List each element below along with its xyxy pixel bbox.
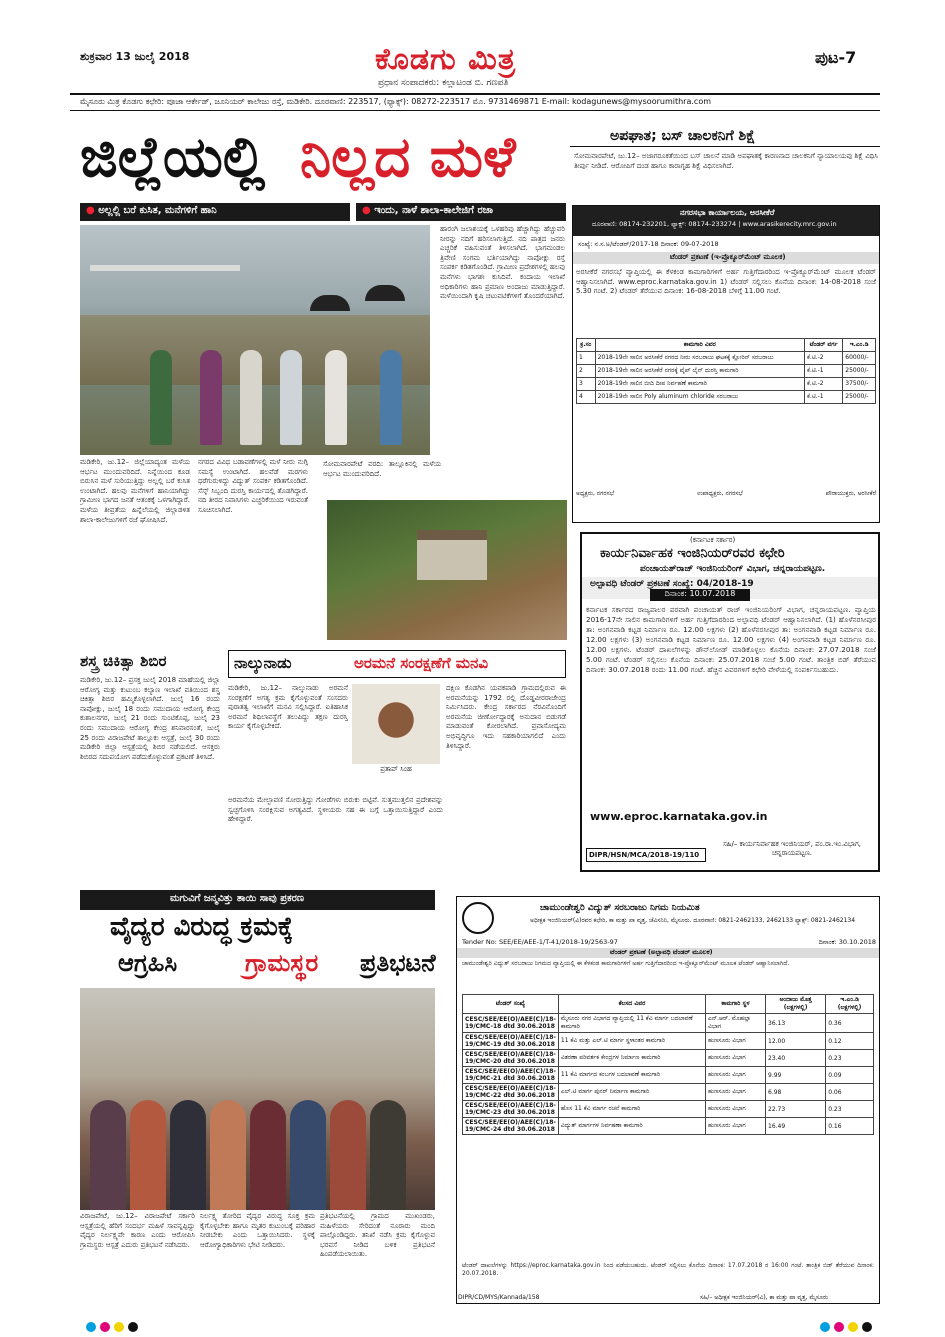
table-cell: ಹುಣಸೂರು ವಿಭಾಗ [705,1033,765,1050]
signature: ಪೌರಾಯುಕ್ತರು, ಅರಸೀಕೆರೆ [825,490,876,497]
table-header: ಕೆಲಸದ ವಿವರ [558,995,705,1014]
municipal-tender-body: ಅರಸೀಕೆರೆ ನಗರಸಭೆ ವ್ಯಾಪ್ತಿಯಲ್ಲಿ ಈ ಕೆಳಕಂಡ ಕಾಮಗಾರಿಗಳಿಗೆ ಅರ್ಹ ಗುತ್ತಿಗೆದಾರರಿಂದ ಇ-ಪ್ರೊಕ್ಯೂರ್‌ಮೆಂಟ್ ಮೂಲಕ ಟೆಂಡರ್ ಆಹ್ವಾನಿಸಲಾಗಿದೆ. www.eproc.karnataka.gov.in 1) ಟೆಂಡರ್ ಸಲ್ಲಿಸಲು ಕೊನೆಯ ದಿನಾಂಕ: 14-08-2018 ಸಂಜೆ 5.30 ಗಂಟೆ. 2) ಟೆಂಡರ್ ತೆರೆಯುವ ದಿನಾಂಕ: 16-08-2018 ಬೆಳಿಗ್ಗೆ 11.00 ಗಂಟೆ. [576,268,876,296]
crowd-figure [210,1100,246,1210]
person-figure [380,350,402,445]
cesc-intro: ಚಾಮುಂಡೇಶ್ವರಿ ವಿದ್ಯುತ್ ಸರಬರಾಜು ನಿಗಮದ ವ್ಯಾಪ್ತಿಯಲ್ಲಿ ಈ ಕೆಳಕಂಡ ಕಾಮಗಾರಿಗಳಿಗೆ ಅರ್ಹ ಗುತ್ತಿಗೆದಾರರಿಂದ ಇ-ಪ್ರೊಕ್ಯೂರ್‌ಮೆಂಟ್ ಮೂಲಕ ಟೆಂಡರ್ ಆಹ್ವಾನಿಸಲಾಗಿದೆ. [462,960,790,967]
table-row [463,1067,874,1084]
table-cell: 11 ಕೆವಿ ಮಾರ್ಗದ ಕಂಬಗಳ ಬದಲಾವಣೆ ಕಾಮಗಾರಿ [558,1067,705,1084]
lead-subhead-2 [356,203,566,221]
table-cell: 2018-19ನೇ ಸಾಲಿನ ಅರಸೀಕೆರೆ ನಗರದ ನೀರು ಸರಬರಾಜು ಘಟಕಕ್ಕೆ ಕ್ಲೋರಿನ್ ಸರಬರಾಜು [595,352,804,365]
registration-mark [100,1322,110,1332]
table-cell: 37500/- [843,378,876,391]
lead-subhead-1-text: ಅಲ್ಲಲ್ಲಿ ಬರೆ ಕುಸಿತ, ಮನೆಗಳಿಗೆ ಹಾನಿ [98,205,217,216]
cesc-logo [462,902,494,934]
bullet-icon: ● [362,205,371,216]
table-cell: 23.40 [766,1050,826,1067]
cesc-signature: ಸಹಿ/– ಅಧೀಕ್ಷಕ ಇಂಜಿನಿಯರ್(ವಿ), ಕಾ ಮತ್ತು ಪಾ ವೃತ್ತ, ಮೈಸೂರು [700,1294,829,1301]
table-cell: 11 ಕೆವಿ ಮತ್ತು ಎಲ್.ಟಿ ಮಾರ್ಗ ಸ್ಥಳಾಂತರ ಕಾಮಗಾರಿ [558,1033,705,1050]
municipal-office-name: ನಗರಸಭಾ ಕಾರ್ಯಾಲಯ, ಅರಸೀಕೆರೆ [680,208,775,217]
table-cell: ಮೈಸೂರು ನಗರ ವಿಭಾಗದ ವ್ಯಾಪ್ತಿಯಲ್ಲಿ 11 ಕೆವಿ ಮಾರ್ಗ ಬದಲಾವಣೆ ಕಾಮಗಾರಿ [558,1014,705,1033]
table-row [577,391,876,404]
house-collapse-photo [327,500,567,640]
table-cell: CESC/SEE/EE(O)/AEE(C)/18-19/CMC-19 dtd 30.06.2018 [463,1033,559,1050]
municipal-tender-table [576,338,876,404]
table-cell: ಹುಣಸೂರು ವಿಭಾಗ [705,1118,765,1135]
table-header: ಕಾಮಗಾರಿ ವಿವರ [595,339,804,352]
table-cell: ಕೆ.ಟಿ.-2 [804,378,842,391]
table-row [577,352,876,365]
table-cell: ಎನ್.ಆರ್. ಮೊಹಲ್ಲಾ ವಿಭಾಗ [705,1014,765,1033]
table-row [463,1118,874,1135]
flood-photo [80,225,430,455]
cesc-footnote: ಟೆಂಡರ್ ದಾಖಲೆಗಳನ್ನು https://eproc.karnataka.gov.in ನಿಂದ ಪಡೆಯಬಹುದು. ಟೆಂಡರ್ ಸಲ್ಲಿಸಲು ಕೊನೆಯ ದಿನಾಂಕ: 17.07.2018 ರ 16:00 ಗಂಟೆ. ತಾಂತ್ರಿಕ ಬಿಡ್ ತೆರೆಯುವ ದಿನಾಂಕ: 20.07.2018. [462,1262,874,1277]
table-cell: ಹುಣಸೂರು ವಿಭಾಗ [705,1101,765,1118]
protest-kicker: ಮಗುವಿಗೆ ಜನ್ಮವಿತ್ತು ತಾಯಿ ಸಾವು ಪ್ರಕರಣ [170,893,304,904]
table-cell: 16.49 [766,1118,826,1135]
pwd-signature: ಸಹಿ/– ಕಾರ್ಯನಿರ್ವಾಹಕ ಇಂಜಿನಿಯರ್, ಪಂ.ರಾ.ಇಂ.ವಿಭಾಗ, ಚನ್ನರಾಯಪಟ್ಟಣ. [722,840,862,857]
table-row [463,1084,874,1101]
palace-text-col-1: ಮಡಿಕೇರಿ, ಜು.12– ನಾಲ್ಕುನಾಡು ಅರಮನೆ ಸಂರಕ್ಷಣೆಗೆ ಅಗತ್ಯ ಕ್ರಮ ಕೈಗೊಳ್ಳುವಂತೆ ಸಂಸದರು ಪುರಾತತ್ವ ಇಲಾಖೆಗೆ ಮನವಿ ಸಲ್ಲಿಸಿದ್ದಾರೆ. ಐತಿಹಾಸಿಕ ಅರಮನೆ ಶಿಥಿಲಾವಸ್ಥೆಗೆ ತಲುಪಿದ್ದು ತಕ್ಷಣ ದುರಸ್ತಿ ಕಾರ್ಯ ಕೈಗೊಳ್ಳಬೇಕಿದೆ. [228,684,348,731]
lead-text-col-1: ಮಡಿಕೇರಿ, ಜು.12– ಜಿಲ್ಲೆಯಾದ್ಯಂತ ಮಳೆಯ ಆರ್ಭಟ ಮುಂದುವರಿದಿದೆ. ನಿನ್ನೆಯಿಂದ ಕೂಡ ಬಿರುಸಿನ ಮಳೆ ಸುರಿಯುತ್ತಿದ್ದು ಅಲ್ಲಲ್ಲಿ ಬರೆ ಕುಸಿತ ಉಂಟಾಗಿದೆ. ಹಲವು ಮನೆಗಳಿಗೆ ಹಾನಿಯಾಗಿದ್ದು ಗ್ರಾಮೀಣ ಭಾಗದ ಜನತೆ ಆತಂಕಕ್ಕೆ ಒಳಗಾಗಿದ್ದಾರೆ. ಮಳೆಯ ತೀವ್ರತೆಯ ಹಿನ್ನೆಲೆಯಲ್ಲಿ ಜಿಲ್ಲಾಡಳಿತ ಶಾಲಾ-ಕಾಲೇಜುಗಳಿಗೆ ರಜೆ ಘೋಷಿಸಿದೆ. [80,458,190,524]
protest-headline-2c: ಪ್ರತಿಭಟನೆ [360,948,436,977]
table-header: ಇ.ಎಂ.ಡಿ [843,339,876,352]
table-header: ಕಾಮಗಾರಿ ಸ್ಥಳ [705,995,765,1014]
table-cell: 0.36 [826,1014,874,1033]
table-header: ಟೆಂಡರ್ ಸಂಖ್ಯೆ [463,995,559,1014]
lead-headline-red: ನಿಲ್ಲದ ಮಳೆ [300,124,516,190]
lead-headline: ಜಿಲ್ಲೆಯಲ್ಲಿ [80,124,266,190]
editor-line: ಪ್ರಧಾನ ಸಂಪಾದಕರು: ಕಲ್ಲಾಟಂಡ ಬಿ. ಗಣಪತಿ [378,78,509,88]
mp-portrait-photo [352,684,440,764]
person-figure [325,350,347,445]
registration-mark [834,1322,844,1332]
table-cell: 0.23 [826,1101,874,1118]
bridge-shape [90,265,240,305]
lead-text-col-2: ನಗರದ ವಿವಿಧ ಬಡಾವಣೆಗಳಲ್ಲಿ ಮಳೆ ನೀರು ನುಗ್ಗಿ ಸಮಸ್ಯೆ ಉಂಟಾಗಿದೆ. ಹಲವೆಡೆ ಮರಗಳು ಧರೆಗುರುಳಿದ್ದು ವಿದ್ಯುತ್ ಸಂಪರ್ಕ ಕಡಿತಗೊಂಡಿದೆ. ಸೆಸ್ಕ್ ಸಿಬ್ಬಂದಿ ದುರಸ್ತಿ ಕಾರ್ಯದಲ್ಲಿ ತೊಡಗಿದ್ದಾರೆ. ನದಿ ತೀರದ ನಿವಾಸಿಗಳು ಎಚ್ಚರಿಕೆಯಿಂದ ಇರುವಂತೆ ಸೂಚಿಸಲಾಗಿದೆ. [198,458,308,514]
bullet-icon: ● [86,205,95,216]
person-figure [200,350,222,445]
govt-label: (ಕರ್ನಾಟಕ ಸರ್ಕಾರ) [690,536,736,544]
pwd-office-sub: ಪಂಚಾಯತ್‌ರಾಜ್ ಇಂಜಿನಿಯರಿಂಗ್ ವಿಭಾಗ, ಚನ್ನರಾಯಪಟ್ಟಣ. [640,564,826,574]
table-cell: ಕೆ.ಟಿ.-2 [804,352,842,365]
crowd-figure [170,1100,206,1210]
person-figure [280,350,302,445]
table-cell: 2018-19ನೇ ಸಾಲಿನ Poly aluminum chloride ಸರಬರಾಜು [595,391,804,404]
tender-title: ಟೆಂಡರ್ ಪ್ರಕಟಣೆ (ಇ-ಪ್ರೊಕ್ಯೂರ್‌ಮೆಂಟ್ ಮೂಲಕ) [670,253,786,261]
table-cell: 0.16 [826,1118,874,1135]
table-cell: 0.06 [826,1084,874,1101]
page-number: ಪುಟ-7 [815,48,857,67]
lead-text-col-4: ಹಾರಂಗಿ ಜಲಾಶಯಕ್ಕೆ ಒಳಹರಿವು ಹೆಚ್ಚಾಗಿದ್ದು ಹೆಚ್ಚುವರಿ ನೀರನ್ನು ನದಿಗೆ ಹರಿಸಲಾಗುತ್ತಿದೆ. ನದಿ ಪಾತ್ರದ ಜನರು ಎಚ್ಚರಿಕೆ ವಹಿಸುವಂತೆ ತಿಳಿಸಲಾಗಿದೆ. ಭಾಗಮಂಡಲ ತ್ರಿವೇಣಿ ಸಂಗಮ ಭರ್ತಿಯಾಗಿದ್ದು ನಾಪೋಕ್ಲು ರಸ್ತೆ ಸಂಪರ್ಕ ಕಡಿತಗೊಂಡಿದೆ. ಗ್ರಾಮೀಣ ಪ್ರದೇಶಗಳಲ್ಲಿ ಹಲವು ಮನೆಗಳು ಭಾಗಶಃ ಕುಸಿದಿವೆ. ಕಂದಾಯ ಇಲಾಖೆ ಅಧಿಕಾರಿಗಳು ಹಾನಿ ಪ್ರಮಾಣ ಅಂದಾಜು ಮಾಡುತ್ತಿದ್ದಾರೆ. ಮಳೆಯಿಂದಾಗಿ ಕೃಷಿ ಚಟುವಟಿಕೆಗಳಿಗೆ ತೊಂದರೆಯಾಗಿದೆ. [440,225,565,301]
contact-line: ಮೈಸೂರು ಮಿತ್ರ ಕೊಡಗು ಕಛೇರಿ: ಪೂಜಾ ಆರ್ಕೇಡ್, ಜೂನಿಯರ್ ಕಾಲೇಜು ರಸ್ತೆ, ಮಡಿಕೇರಿ. ದೂರವಾಣಿ: 223517, (ಫ್ಯಾಕ್ಸ್): 08272-223517 ಮೊ. 9731469871 E-mail: kodagunews@mysoorumithra.com [80,97,712,106]
table-cell: 3 [577,378,596,391]
table-cell: ವಿದ್ಯುತ್ ಮಾರ್ಗಗಳ ನಿರ್ವಹಣಾ ಕಾಮಗಾರಿ [558,1118,705,1135]
table-cell: 36.13 [766,1014,826,1033]
table-cell: 4 [577,391,596,404]
protest-text-col-2: ನಿರ್ಲಕ್ಷ್ಯ ತೋರಿದ ವೈದ್ಯರ ವಿರುದ್ಧ ಸೂಕ್ತ ಕ್ರಮ ಕೈಗೊಳ್ಳಬೇಕು ಹಾಗೂ ಮೃತರ ಕುಟುಂಬಕ್ಕೆ ಪರಿಹಾರ ನೀಡಬೇಕು ಎಂದು ಒತ್ತಾಯಿಸಿದರು. ಸ್ಥಳಕ್ಕೆ ಆರೋಗ್ಯಾಧಿಕಾರಿಗಳು ಭೇಟಿ ನೀಡಿದರು. [200,1212,315,1249]
table-cell: 9.99 [766,1067,826,1084]
lead-subhead-2-text: ಇಂದು, ನಾಳೆ ಶಾಲಾ-ಕಾಲೇಜಿಗೆ ರಜಾ [374,205,493,216]
table-header: ಇ.ಎಂ.ಡಿ (ಲಕ್ಷಗಳಲ್ಲಿ) [826,995,874,1014]
table-cell: ಹುಣಸೂರು ವಿಭಾಗ [705,1067,765,1084]
table-row [577,378,876,391]
table-cell: 12.00 [766,1033,826,1050]
protest-text-col-3: ಪ್ರತಿಭಟನೆಯಲ್ಲಿ ಗ್ರಾಮದ ಮುಖಂಡರು, ಮಹಿಳೆಯರು ಸೇರಿದಂತೆ ನೂರಾರು ಮಂದಿ ಪಾಲ್ಗೊಂಡಿದ್ದರು. ತನಿಖೆ ನಡೆಸಿ ಕ್ರಮ ಕೈಗೊಳ್ಳುವ ಭರವಸೆ ನೀಡಿದ ಬಳಿಕ ಪ್ರತಿಭಟನೆ ಹಿಂಪಡೆಯಲಾಯಿತು. [320,1212,435,1259]
table-row [463,1033,874,1050]
cesc-address: ಅಧೀಕ್ಷಕ ಇಂಜಿನಿಯರ್(ವಿ)ರವರ ಕಛೇರಿ, ಕಾ ಮತ್ತು ಪಾ ವೃತ್ತ, ಚೆವಿಸನಿನಿ, ಮೈಸೂರು. ದೂರವಾಣಿ: 0821-2462133, 2462133 ಫ್ಯಾಕ್ಸ್: 0821-2462134 [530,917,856,924]
table-cell: 6.98 [766,1084,826,1101]
health-camp-headline: ಶಸ್ತ್ರ ಚಿಕಿತ್ಸಾ ಶಿಬಿರ [80,652,167,670]
registration-mark [862,1322,872,1332]
table-cell: 2018-19ನೇ ಸಾಲಿನ ಬೀದಿ ದೀಪ ನಿರ್ವಹಣೆ ಕಾಮಗಾರಿ [595,378,804,391]
palace-headline-red: ಅರಮನೆ ಸಂರಕ್ಷಣೆಗೆ ಮನವಿ [354,654,489,672]
table-header: ಕ್ರ.ಸಂ [577,339,596,352]
table-cell: ಕೆ.ಟಿ.-1 [804,391,842,404]
table-cell: 25000/- [843,391,876,404]
municipal-office-contact: ದೂರವಾಣಿ: 08174-232201, ಫ್ಯಾಕ್ಸ್: 08174-233274 | www.arasikerecity.mrc.gov.in [592,220,837,228]
table-cell: 1 [577,352,596,365]
registration-mark [820,1322,830,1332]
table-cell: CESC/SEE/EE(O)/AEE(C)/18-19/CMC-23 dtd 30.06.2018 [463,1101,559,1118]
palace-text-col-2: ದಕ್ಷಿಣ ಕೊಡಗಿನ ಯವಕಪಾಡಿ ಗ್ರಾಮದಲ್ಲಿರುವ ಈ ಅರಮನೆಯನ್ನು 1792 ರಲ್ಲಿ ದೊಡ್ಡವೀರರಾಜೇಂದ್ರ ನಿರ್ಮಿಸಿದರು. ಕೇಂದ್ರ ಸರ್ಕಾರದ ನೆರವಿನೊಂದಿಗೆ ಅರಮನೆಯ ಜೀರ್ಣೋದ್ಧಾರಕ್ಕೆ ಅನುದಾನ ಬಿಡುಗಡೆ ಮಾಡುವಂತೆ ಕೋರಲಾಗಿದೆ. ಪ್ರವಾಸೋದ್ಯಮ ಅಭಿವೃದ್ಧಿಗೂ ಇದು ಸಹಕಾರಿಯಾಗಲಿದೆ ಎಂದು ತಿಳಿಸಿದ್ದಾರೆ. [446,684,566,750]
table-cell: 0.23 [826,1050,874,1067]
table-row [463,1050,874,1067]
table-cell: 2 [577,365,596,378]
table-cell: CESC/SEE/EE(O)/AEE(C)/18-19/CMC-21 dtd 30.06.2018 [463,1067,559,1084]
crowd-figure [330,1100,366,1210]
crowd-figure [130,1100,166,1210]
eproc-url: www.eproc.karnataka.gov.in [590,810,768,823]
person-figure [150,350,172,445]
cesc-ref-line [462,938,876,947]
table-cell: CESC/SEE/EE(O)/AEE(C)/18-19/CMC-22 dtd 30.06.2018 [463,1084,559,1101]
masthead-rule [70,93,880,95]
crowd-figure [290,1100,326,1210]
mp-caption: ಪ್ರತಾಪ್ ಸಿಂಹ [380,765,412,773]
table-cell: ಕೆ.ಟಿ.-1 [804,365,842,378]
table-row [463,1101,874,1118]
umbrella-shape [310,295,350,311]
accident-headline: ಅಪಘಾತ; ಬಸ್ ಚಾಲಕನಿಗೆ ಶಿಕ್ಷೆ [610,128,756,144]
table-cell: 2018-19ನೇ ಸಾಲಿನ ಅರಸೀಕೆರೆ ನಗರಕ್ಕೆ ಪೈಪ್ ಲೈನ್ ದುರಸ್ತಿ ಕಾಮಗಾರಿ [595,365,804,378]
protest-text-col-1: ವಿರಾಜಪೇಟೆ, ಜು.12– ವಿರಾಜಪೇಟೆ ಸರ್ಕಾರಿ ಆಸ್ಪತ್ರೆಯಲ್ಲಿ ಹೆರಿಗೆ ಸಂದರ್ಭ ಮಹಿಳೆ ಸಾವನ್ನಪ್ಪಿದ್ದು ವೈದ್ಯರ ನಿರ್ಲಕ್ಷ್ಯವೇ ಕಾರಣ ಎಂದು ಆರೋಪಿಸಿ ಗ್ರಾಮಸ್ಥರು ಆಸ್ಪತ್ರೆ ಎದುರು ಪ್ರತಿಭಟನೆ ನಡೆಸಿದರು. [80,1212,195,1249]
lead-text-col-5: ಸೋಮವಾರಪೇಟೆ ವರದಿ: ತಾಲ್ಲೂಕಿನಲ್ಲಿ ಮಳೆಯ ಆರ್ಭಟ ಮುಂದುವರಿದಿದೆ. [323,460,441,478]
table-row [463,1014,874,1033]
cesc-tender-number: Tender No: SEE/EE/AEE-1/T-41/2018-19/2563-97 [462,938,618,946]
table-row [577,365,876,378]
pwd-notice-number: ಅಲ್ಪಾವಧಿ ಟೆಂಡರ್ ಪ್ರಕಟಣೆ ಸಂಖ್ಯೆ: 04/2018-19 [590,579,754,589]
pwd-notice-date: ದಿನಾಂಕ: 10.07.2018 [650,589,750,601]
cesc-date: ದಿನಾಂಕ: 30.10.2018 [818,938,876,946]
table-cell: 22.73 [766,1101,826,1118]
cesc-band-title: ಟೆಂಡರ್ ಪ್ರಕಟಣೆ (ಅಲ್ಪಾವಧಿ ಟೆಂಡರ್ ಮೂಲಕ) [610,948,713,956]
protest-headline-1: ವೈದ್ಯರ ವಿರುದ್ಧ ಕ್ರಮಕ್ಕೆ [110,912,294,942]
table-cell: ಹುಣಸೂರು ವಿಭಾಗ [705,1084,765,1101]
table-header: ಟೆಂಡರ್ ವರ್ಗ [804,339,842,352]
signature: ಅಧ್ಯಕ್ಷರು, ನಗರಸಭೆ [576,490,615,497]
dipr-code: DIPR/HSN/MCA/2018-19/110 [586,848,706,862]
umbrella-shape [365,285,405,301]
protest-photo [80,988,435,1210]
cesc-tender-table [462,994,874,1135]
pwd-office-title: ಕಾರ್ಯನಿರ್ವಾಹಕ ಇಂಜಿನಿಯರ್‌ರವರ ಕಛೇರಿ [600,546,785,561]
table-cell: CESC/SEE/EE(O)/AEE(C)/18-19/CMC-24 dtd 30.06.2018 [463,1118,559,1135]
registration-mark [114,1322,124,1332]
newspaper-title: ಕೊಡಗು ಮಿತ್ರ [375,42,517,77]
registration-mark [128,1322,138,1332]
contact-rule [70,110,880,111]
person-figure [240,350,262,445]
protest-headline-2b: ಗ್ರಾಮಸ್ಥರ [245,948,319,977]
table-cell: ಹೊಸ 11 ಕೆವಿ ಮಾರ್ಗ ರಚನೆ ಕಾಮಗಾರಿ [558,1101,705,1118]
lead-subhead-1 [80,203,350,221]
table-cell: 60000/- [843,352,876,365]
cesc-title: ಚಾಮುಂಡೇಶ್ವರಿ ವಿದ್ಯುತ್ ಸರಬರಾಜು ನಿಗಮ ನಿಯಮಿತ [540,903,700,913]
accident-text: ಸೋಮವಾರಪೇಟೆ, ಜು.12– ಅಜಾಗರೂಕತೆಯಿಂದ ಬಸ್ ಚಾಲನೆ ಮಾಡಿ ಅಪಘಾತಕ್ಕೆ ಕಾರಣನಾದ ಚಾಲಕನಿಗೆ ನ್ಯಾಯಾಲಯವು ಶಿಕ್ಷೆ ವಿಧಿಸಿ ತೀರ್ಪು ನೀಡಿದೆ. ಆರೋಪಿಗೆ ದಂಡ ಹಾಗೂ ಕಾರಾಗೃಹ ಶಿಕ್ಷೆ ವಿಧಿಸಲಾಗಿದೆ. [574,152,878,170]
palace-text-col-3: ಅರಮನೆಯ ಮೇಲ್ಛಾವಣಿ ಸೋರುತ್ತಿದ್ದು ಗೋಡೆಗಳು ಬಿರುಕು ಬಿಟ್ಟಿವೆ. ಸುತ್ತಮುತ್ತಲಿನ ಪ್ರದೇಶವನ್ನು ಸ್ವಚ್ಛಗೊಳಿಸಿ ಸಂರಕ್ಷಿಸುವ ಅಗತ್ಯವಿದೆ. ಸ್ಥಳೀಯರು ಸಹ ಈ ಬಗ್ಗೆ ಒತ್ತಾಯಿಸುತ್ತಿದ್ದಾರೆ ಎಂದು ಹೇಳಿದ್ದಾರೆ. [228,796,443,824]
crowd-figure [370,1100,406,1210]
table-cell: 0.12 [826,1033,874,1050]
issue-date: ಶುಕ್ರವಾರ 13 ಜುಲೈ 2018 [80,50,190,63]
table-cell: CESC/SEE/EE(O)/AEE(C)/18-19/CMC-20 dtd 30.06.2018 [463,1050,559,1067]
table-header: ಅಂದಾಜು ಮೊತ್ತ (ಲಕ್ಷಗಳಲ್ಲಿ) [766,995,826,1014]
crowd-figure [250,1100,286,1210]
cesc-dipr-code: DIPR/CD/MYS/Kannada/158 [458,1294,540,1301]
table-cell: ಹುಣಸೂರು ವಿಭಾಗ [705,1050,765,1067]
health-camp-text: ಮಡಿಕೇರಿ, ಜು.12– ಪ್ರಸಕ್ತ ಜುಲೈ 2018 ಮಾಹೆಯಲ್ಲಿ ಜಿಲ್ಲಾ ಆರೋಗ್ಯ ಮತ್ತು ಕುಟುಂಬ ಕಲ್ಯಾಣ ಇಲಾಖೆ ವತಿಯಿಂದ ಶಸ್ತ್ರ ಚಿಕಿತ್ಸಾ ಶಿಬಿರ ಹಮ್ಮಿಕೊಳ್ಳಲಾಗಿದೆ. ಜುಲೈ 16 ರಂದು ನಾಪೋಕ್ಲು, ಜುಲೈ 18 ರಂದು ಸಮುದಾಯ ಆರೋಗ್ಯ ಕೇಂದ್ರ ಕುಶಾಲನಗರ, ಜುಲೈ 21 ರಂದು ಸುಂಟಿಕೊಪ್ಪ, ಜುಲೈ 23 ರಂದು ಸಮುದಾಯ ಆರೋಗ್ಯ ಕೇಂದ್ರ ಶನಿವಾರಸಂತೆ, ಜುಲೈ 25 ರಂದು ವಿರಾಜಪೇಟೆ ತಾಲ್ಲೂಕು ಆಸ್ಪತ್ರೆ, ಜುಲೈ 30 ರಂದು ಮಡಿಕೇರಿ ಜಿಲ್ಲಾ ಆಸ್ಪತ್ರೆಯಲ್ಲಿ ಶಿಬಿರ ನಡೆಯಲಿದೆ. ಆಸಕ್ತರು ಶಿಬಿರದ ಸದುಪಯೋಗ ಪಡೆದುಕೊಳ್ಳುವಂತೆ ಪ್ರಕಟಣೆ ತಿಳಿಸಿದೆ. [80,676,220,761]
pwd-tender-body: ಕರ್ನಾಟಕ ಸರ್ಕಾರದ ರಾಜ್ಯಪಾಲರ ಪರವಾಗಿ ಪಂಚಾಯತ್ ರಾಜ್ ಇಂಜಿನಿಯರಿಂಗ್ ವಿಭಾಗ, ಚನ್ನರಾಯಪಟ್ಟಣ. ವ್ಯಾಪ್ತಿಯ 2016-17ನೇ ಸಾಲಿನ ಕಾಮಗಾರಿಗಳಿಗೆ ಅರ್ಹ ಗುತ್ತಿಗೆದಾರರಿಂದ ಅಲ್ಪಾವಧಿ ಟೆಂಡರ್ ಆಹ್ವಾನಿಸಲಾಗಿದೆ. (1) ಹೊಳೆನರಸೀಪುರ ತಾ: ಅಂಗನವಾಡಿ ಕಟ್ಟಡ ನಿರ್ಮಾಣ ರೂ. 12.00 ಲಕ್ಷಗಳು (2) ಹೊಳೆನರಸೀಪುರ ತಾ: ಅಂಗನವಾಡಿ ಕಟ್ಟಡ ನಿರ್ಮಾಣ ರೂ. 12.00 ಲಕ್ಷಗಳು (3) ಅಂಗನವಾಡಿ ಕಟ್ಟಡ ನಿರ್ಮಾಣ ರೂ. 12.00 ಲಕ್ಷಗಳು (4) ಅಂಗನವಾಡಿ ಕಟ್ಟಡ ನಿರ್ಮಾಣ ರೂ. 12.00 ಲಕ್ಷಗಳು. ಟೆಂಡರ್ ದಾಖಲೆಗಳನ್ನು ಡೌನ್‌ಲೋಡ್ ಮಾಡಿಕೊಳ್ಳಲು ಕೊನೆಯ ದಿನಾಂಕ: 27.07.2018 ಸಂಜೆ 5.00 ಗಂಟೆ. ಟೆಂಡರ್ ಸಲ್ಲಿಸಲು ಕೊನೆಯ ದಿನಾಂಕ: 25.07.2018 ಸಂಜೆ 5.00 ಗಂಟೆ. ತಾಂತ್ರಿಕ ಬಿಡ್ ತೆರೆಯುವ ದಿನಾಂಕ: 30.07.2018 ರಂದು 11.00 ಗಂಟೆ. ಹೆಚ್ಚಿನ ವಿವರಗಳಿಗೆ ಕಛೇರಿ ವೇಳೆಯಲ್ಲಿ ಸಂಪರ್ಕಿಸಬಹುದು. [586,605,876,674]
registration-mark [86,1322,96,1332]
municipal-ref-line: ಸಂಖ್ಯೆ: ನ.ಸ.ಅ/ಟೆಂಡರ್/2017-18 ದಿನಾಂಕ: 09-07-2018 [578,240,719,248]
protest-headline-2a: ಆಗ್ರಹಿಸಿ [118,948,178,977]
table-cell: ವಿತರಣಾ ಪರಿವರ್ತಕ ಕೇಂದ್ರಗಳ ನಿರ್ಮಾಣ ಕಾಮಗಾರಿ [558,1050,705,1067]
signature: ಉಪಾಧ್ಯಕ್ಷರು, ನಗರಸಭೆ [697,490,743,497]
table-cell: ಎಲ್.ಟಿ ಮಾರ್ಗ ಪುನರ್ ನಿರ್ಮಾಣ ಕಾಮಗಾರಿ [558,1084,705,1101]
table-cell: 25000/- [843,365,876,378]
table-cell: 0.09 [826,1067,874,1084]
crowd-figure [90,1100,126,1210]
municipal-signatures [576,490,876,498]
palace-headline: ನಾಲ್ಕುನಾಡು [234,654,292,672]
registration-mark [848,1322,858,1332]
house-shape [417,530,487,580]
table-cell: CESC/SEE/EE(O)/AEE(C)/18-19/CMC-18 dtd 30.06.2018 [463,1014,559,1033]
